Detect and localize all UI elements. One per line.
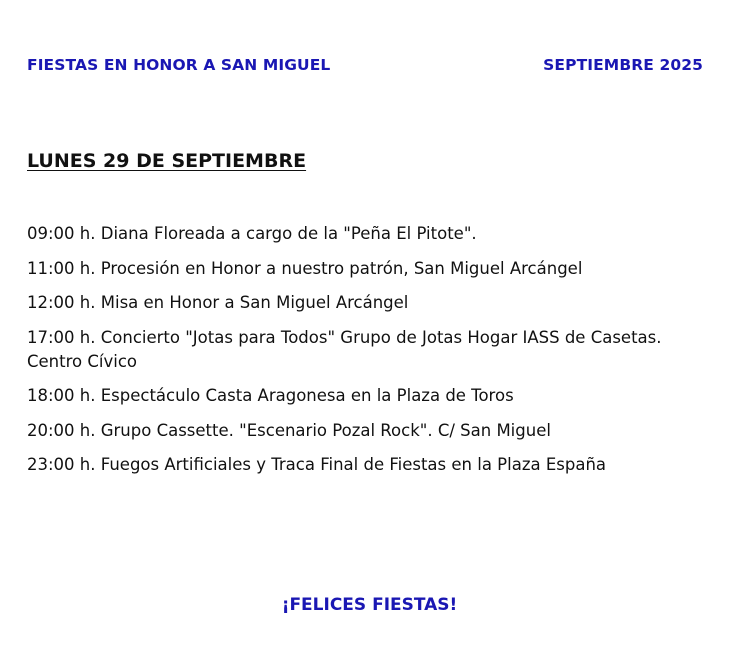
event-list [27, 222, 707, 488]
event-item: 09:00 h. Diana Floreada a cargo de la "Peña El Pitote". [27, 224, 477, 243]
month-year-label: SEPTIEMBRE 2025 [543, 56, 703, 74]
event-item: 17:00 h. Concierto "Jotas para Todos" Grupo de Jotas Hogar IASS de Casetas. Centro Cívico [27, 327, 662, 371]
event-item: 23:00 h. Fuegos Artificiales y Traca Final de Fiestas en la Plaza España [27, 455, 607, 474]
event-item: 12:00 h. Misa en Honor a San Miguel Arcángel [27, 293, 409, 312]
day-heading: LUNES 29 DE SEPTIEMBRE [27, 150, 307, 172]
event-item: 20:00 h. Grupo Cassette. "Escenario Pozal Rock". C/ San Miguel [27, 420, 551, 440]
festival-title: FIESTAS EN HONOR A SAN MIGUEL [27, 56, 331, 74]
page-header [27, 56, 703, 74]
event-item: 18:00 h. Espectáculo Casta Aragonesa en la Plaza de Toros [27, 386, 514, 405]
closing-message: ¡FELICES FIESTAS! [281, 595, 458, 615]
event-item: 11:00 h. Procesión en Honor a nuestro patrón, San Miguel Arcángel [27, 258, 583, 278]
